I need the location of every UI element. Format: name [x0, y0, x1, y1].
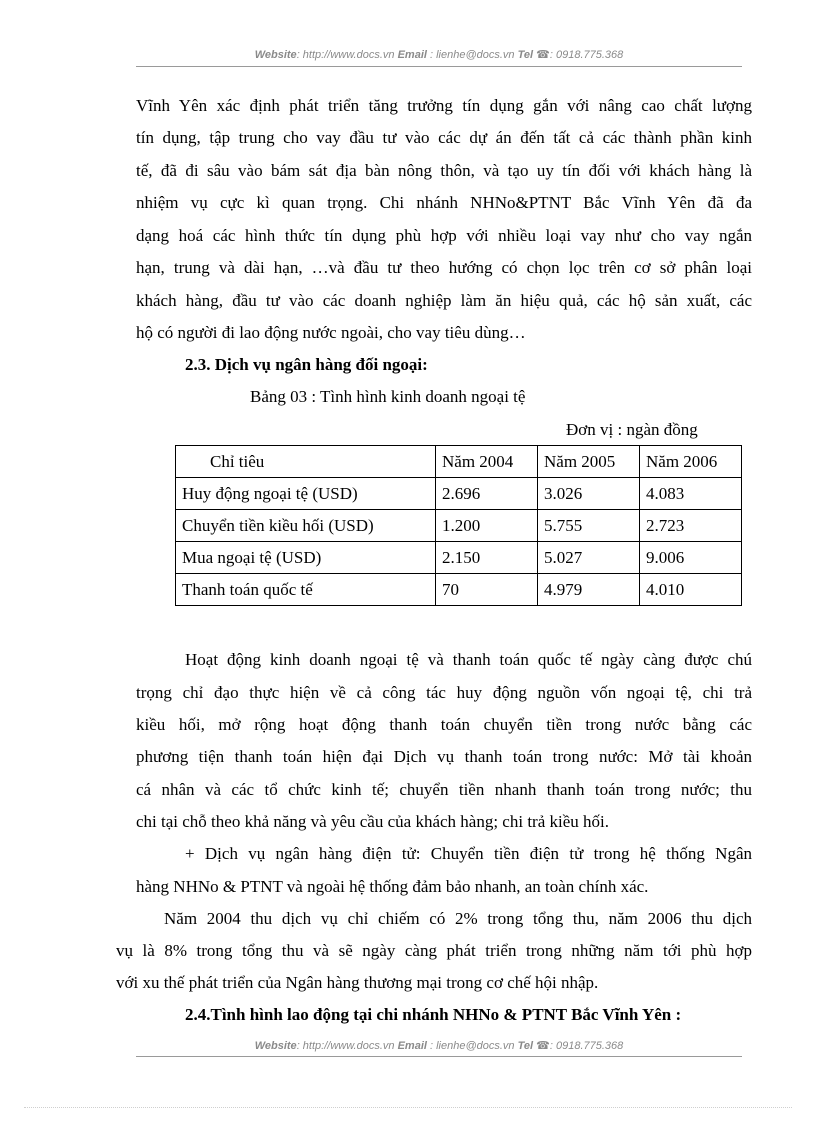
email-address: : lienhe@docs.vn [430, 49, 515, 61]
table-cell: 2.696 [436, 478, 538, 510]
p2-line: Hoạt động kinh doanh ngoại tệ và thanh toán quốc tế ngày càng được chú [185, 650, 752, 669]
website-url: : http://www.docs.vn [296, 1040, 395, 1052]
table-cell: 3.026 [538, 478, 640, 510]
p1-line: tế, đã đi sâu vào bám sát địa bàn nông thôn, và tạo uy tín đối với khách hàng là [136, 161, 752, 180]
tel-number: : 0918.775.368 [549, 1040, 624, 1052]
table-header-cell: Chỉ tiêu [176, 446, 436, 478]
email-address: : lienhe@docs.vn [430, 1040, 515, 1052]
email-label: Email [397, 49, 427, 61]
p2-line: chi tại chỗ theo khả năng và yêu cầu của khách hàng; chi trả kiều hối. [136, 812, 609, 831]
p4-line: Năm 2004 thu dịch vụ chỉ chiếm có 2% trong tổng thu, năm 2006 thu dịch [164, 909, 752, 928]
website-label: Website [254, 1040, 297, 1052]
page-footer [136, 1039, 742, 1052]
table-cell: 70 [436, 574, 538, 606]
table-cell: 1.200 [436, 510, 538, 542]
p3-line: + Dịch vụ ngân hàng điện tử: Chuyển tiền điện tử trong hệ thống Ngân [185, 844, 752, 863]
table-caption: Bảng 03 : Tình hình kinh doanh ngoại tệ [250, 387, 526, 406]
page-header [136, 48, 742, 61]
phone-icon: ☎ [536, 1040, 550, 1052]
phone-icon: ☎ [536, 49, 550, 61]
table-cell: 9.006 [640, 542, 742, 574]
table-cell: Huy động ngoại tệ (USD) [176, 478, 436, 510]
tel-label: Tel [517, 49, 534, 61]
table-cell: Chuyển tiền kiều hối (USD) [176, 510, 436, 542]
p4-line: với xu thế phát triển của Ngân hàng thương mại trong cơ chế hội nhập. [116, 973, 599, 992]
table-cell: 5.755 [538, 510, 640, 542]
table-cell: 4.083 [640, 478, 742, 510]
table-row [176, 574, 742, 606]
footer-rule [136, 1056, 742, 1057]
p3-line: hàng NHNo & PTNT và ngoài hệ thống đảm bảo nhanh, an toàn chính xác. [136, 877, 649, 896]
p1-line: hộ có người đi lao động nước ngoài, cho vay tiêu dùng… [136, 323, 526, 342]
p2-line: cá nhân và các tổ chức kinh tế; chuyển tiền nhanh thanh toán trong nước; thu [136, 780, 752, 799]
table-cell: 2.150 [436, 542, 538, 574]
email-label: Email [397, 1040, 427, 1052]
p1-line: dạng hoá các hình thức tín dụng phù hợp với nhiều loại vay như cho vay ngắn [136, 226, 752, 245]
p1-line: nhiệm vụ cực kì quan trọng. Chi nhánh NHNo&PTNT Bắc Vĩnh Yên đã đa [136, 193, 752, 212]
table-cell: 2.723 [640, 510, 742, 542]
p2-line: kiều hối, mở rộng hoạt động thanh toán chuyển tiền trong nước bằng các [136, 715, 752, 734]
p2-line: trọng chỉ đạo thực hiện về cả công tác huy động nguồn vốn ngoại tệ, chi trả [136, 683, 752, 702]
tel-number: : 0918.775.368 [549, 49, 624, 61]
table-cell: 4.979 [538, 574, 640, 606]
p1-line: hạn, trung và dài hạn, …và đầu tư theo hướng có chọn lọc trên cơ sở phân loại [136, 258, 752, 277]
tel-label: Tel [517, 1040, 534, 1052]
table-header-cell: Năm 2004 [436, 446, 538, 478]
table-cell: Mua ngoại tệ (USD) [176, 542, 436, 574]
p1-line: khách hàng, đầu tư vào các doanh nghiệp làm ăn hiệu quả, các hộ sản xuất, các [136, 291, 752, 310]
p1-line: tín dụng, tập trung cho vay đầu tư vào các dự án đến tất cả các thành phần kinh [136, 128, 752, 147]
header-rule [136, 66, 742, 67]
p1-line: Vĩnh Yên xác định phát triển tăng trưởng tín dụng gắn với nâng cao chất lượng [136, 96, 752, 115]
table-row [176, 510, 742, 542]
table-header-cell: Năm 2006 [640, 446, 742, 478]
table-row [176, 478, 742, 510]
table-cell: 4.010 [640, 574, 742, 606]
table-cell: Thanh toán quốc tế [176, 574, 436, 606]
section-heading-2-4: 2.4.Tình hình lao động tại chi nhánh NHNo & PTNT Bắc Vĩnh Yên : [185, 1005, 682, 1024]
p4-line: vụ là 8% trong tổng thu và sẽ ngày càng phát triển trong những năm tới phù hợp [116, 941, 752, 960]
table-header-cell: Năm 2005 [538, 446, 640, 478]
p2-line: phương tiện thanh toán hiện đại Dịch vụ thanh toán trong nước: Mở tài khoản [136, 747, 752, 766]
website-url: : http://www.docs.vn [296, 49, 395, 61]
table-header-row [176, 446, 742, 478]
table-cell: 5.027 [538, 542, 640, 574]
table-unit: Đơn vị : ngàn đồng [566, 420, 698, 439]
section-heading-2-3: 2.3. Dịch vụ ngân hàng đối ngoại: [185, 355, 428, 374]
page-bottom-divider [24, 1107, 792, 1108]
forex-table [175, 445, 742, 606]
table-row [176, 542, 742, 574]
website-label: Website [254, 49, 297, 61]
